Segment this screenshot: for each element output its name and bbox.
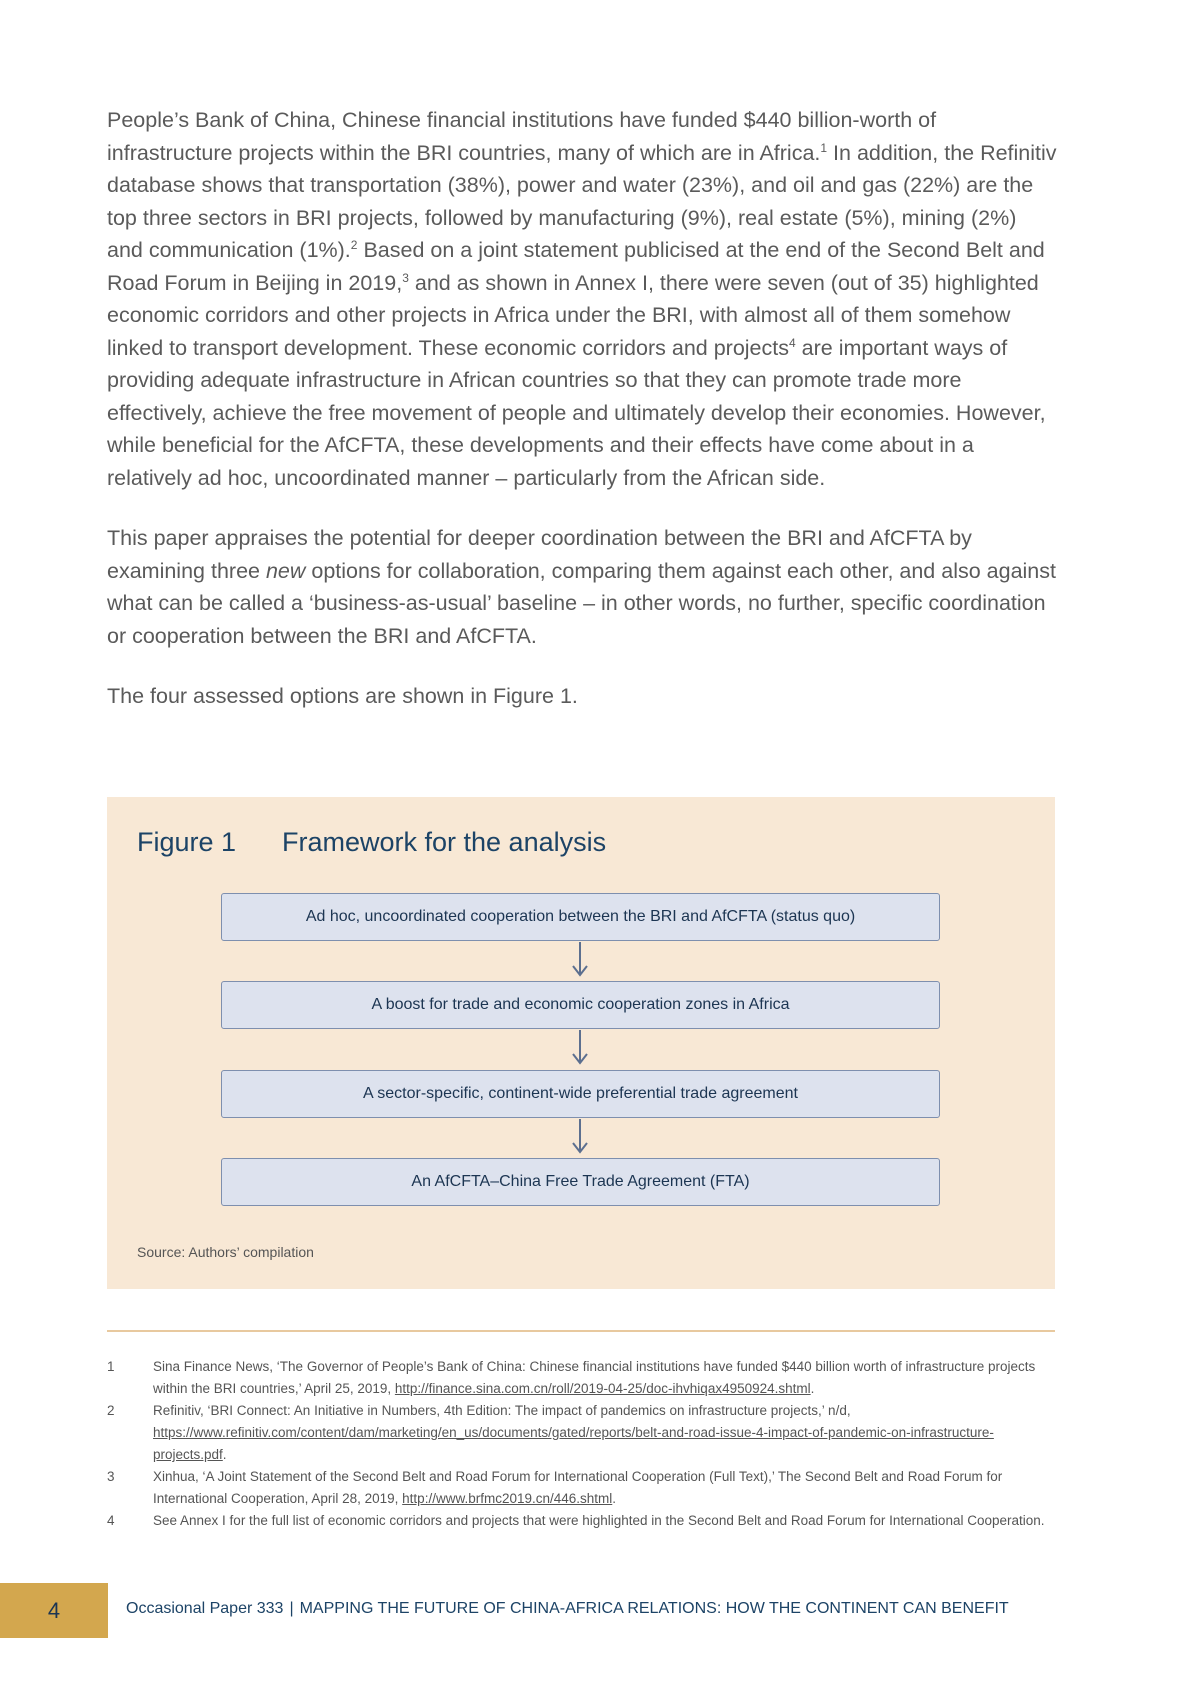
- paragraph-2: This paper appraises the potential for deeper coordination between the BRI and AfCFTA by examining three new options for collaboration, comparing them against each other, and also against what can be called a ‘business-as-usual’ baseline – in other words, no further, specific coordination or cooperation between the BRI and AfCFTA.: [107, 526, 1056, 648]
- footnote-3: 3 Xinhua, ‘A Joint Statement of the Second Belt and Road Forum for International Cooperation (Full Text),’ The Second Belt and Road Forum for International Cooperation, April 28, 2019, http://www.brfmc2019.cn/446.shtml.: [107, 1469, 1003, 1506]
- series-label: Occasional Paper 333: [126, 1600, 284, 1617]
- footnote-4: 4 See Annex I for the full list of economic corridors and projects that were highlighted in the Second Belt and Road Forum for International Cooperation.: [107, 1513, 1045, 1528]
- figure-caption: Framework for the analysis: [282, 827, 607, 857]
- footnotes: [107, 1356, 1057, 1532]
- footnote-3-link[interactable]: http://www.brfmc2019.cn/446.shtml: [402, 1491, 613, 1506]
- emphasis-new: new: [265, 558, 306, 583]
- footnote-2-link[interactable]: https://www.refinitiv.com/content/dam/marketing/en_us/documents/gated/reports/belt-and-road-issue-4-impact-of-pandemic-on-infrastructure-projects.pdf: [153, 1425, 994, 1462]
- figure-label: Figure 1: [137, 827, 237, 857]
- flow-box-sector-agreement: A sector-specific, continent-wide preferential trade agreement: [221, 1070, 940, 1118]
- flow-box-trade-zones: A boost for trade and economic cooperation zones in Africa: [221, 981, 940, 1029]
- report-title: MAPPING THE FUTURE OF CHINA-AFRICA RELATIONS: HOW THE CONTINENT CAN BENEFIT: [299, 1600, 1009, 1617]
- footnote-ref-4[interactable]: 4: [789, 335, 796, 350]
- paragraph-3: The four assessed options are shown in Figure 1.: [107, 684, 578, 708]
- figure-title: [137, 827, 606, 858]
- footnote-ref-1[interactable]: 1: [820, 140, 828, 155]
- down-arrow-icon: [572, 940, 588, 978]
- down-arrow-icon: [572, 1117, 588, 1155]
- footnote-divider: [107, 1330, 1055, 1332]
- down-arrow-icon: [572, 1028, 588, 1066]
- footnote-ref-3[interactable]: 3: [402, 270, 409, 285]
- body-text: [107, 104, 1057, 741]
- paragraph-1: People’s Bank of China, Chinese financial institutions have funded $440 billion-worth of infrastructure projects within the BRI countries, many of which are in Africa.$^1$ In addition, the Refinitiv database shows that transportation (38%), power and water (23%), and oil and gas (22%) are the top three sectors in BRI projects, followed by manufacturing (9%), real estate (5%), mining (2%) and communication (1%).$^2$ Based on a joint statement publicised at the end of the Second Belt and Road Forum in Beijing in 2019,$^3$ and as shown in Annex I, there were seven (out of 35) highlighted economic corridors and other projects in Africa under the BRI, with almost all of them somehow linked to transport development. These economic corridors and projects$^4$ are important ways of providing adequate infrastructure in African countries so that they can promote trade more effectively, achieve the free movement of people and ultimately develop their economies. However, while beneficial for the AfCFTA, these developments and their effects have come about in a relatively ad hoc, uncoordinated manner – particularly from the African side.: [107, 108, 1057, 490]
- flow-box-status-quo: Ad hoc, uncoordinated cooperation between the BRI and AfCFTA (status quo): [221, 893, 940, 941]
- footer-separator: |: [289, 1600, 294, 1617]
- flow-box-fta: An AfCFTA–China Free Trade Agreement (FTA): [221, 1158, 940, 1206]
- footnote-1: 1 Sina Finance News, ‘The Governor of People’s Bank of China: Chinese financial institutions have funded $440 billion worth of infrastructure projects within the BRI countries,’ April 25, 2019, http://finance.sina.com.cn/roll/2019-04-25/doc-ihvhiqax4950924.shtml.: [107, 1359, 1036, 1396]
- running-footer: [126, 1600, 1009, 1618]
- footnote-ref-2[interactable]: 2: [350, 238, 358, 252]
- figure-1-panel: [107, 797, 1055, 1289]
- figure-source: Source: Authors’ compilation: [137, 1244, 314, 1260]
- footnote-2: 2 Refinitiv, ‘BRI Connect: An Initiative in Numbers, 4th Edition: The impact of pandemics on infrastructure projects,’ n/d, https://www.refinitiv.com/content/dam/marketing/en_us/documents/gated/reports/belt-and-road-issue-4-impact-of-pandemic-on-infrastructure-projects.pdf.: [107, 1403, 994, 1462]
- page-number: 4: [0, 1583, 108, 1638]
- footnote-1-link[interactable]: http://finance.sina.com.cn/roll/2019-04-25/doc-ihvhiqax4950924.shtml: [394, 1381, 811, 1396]
